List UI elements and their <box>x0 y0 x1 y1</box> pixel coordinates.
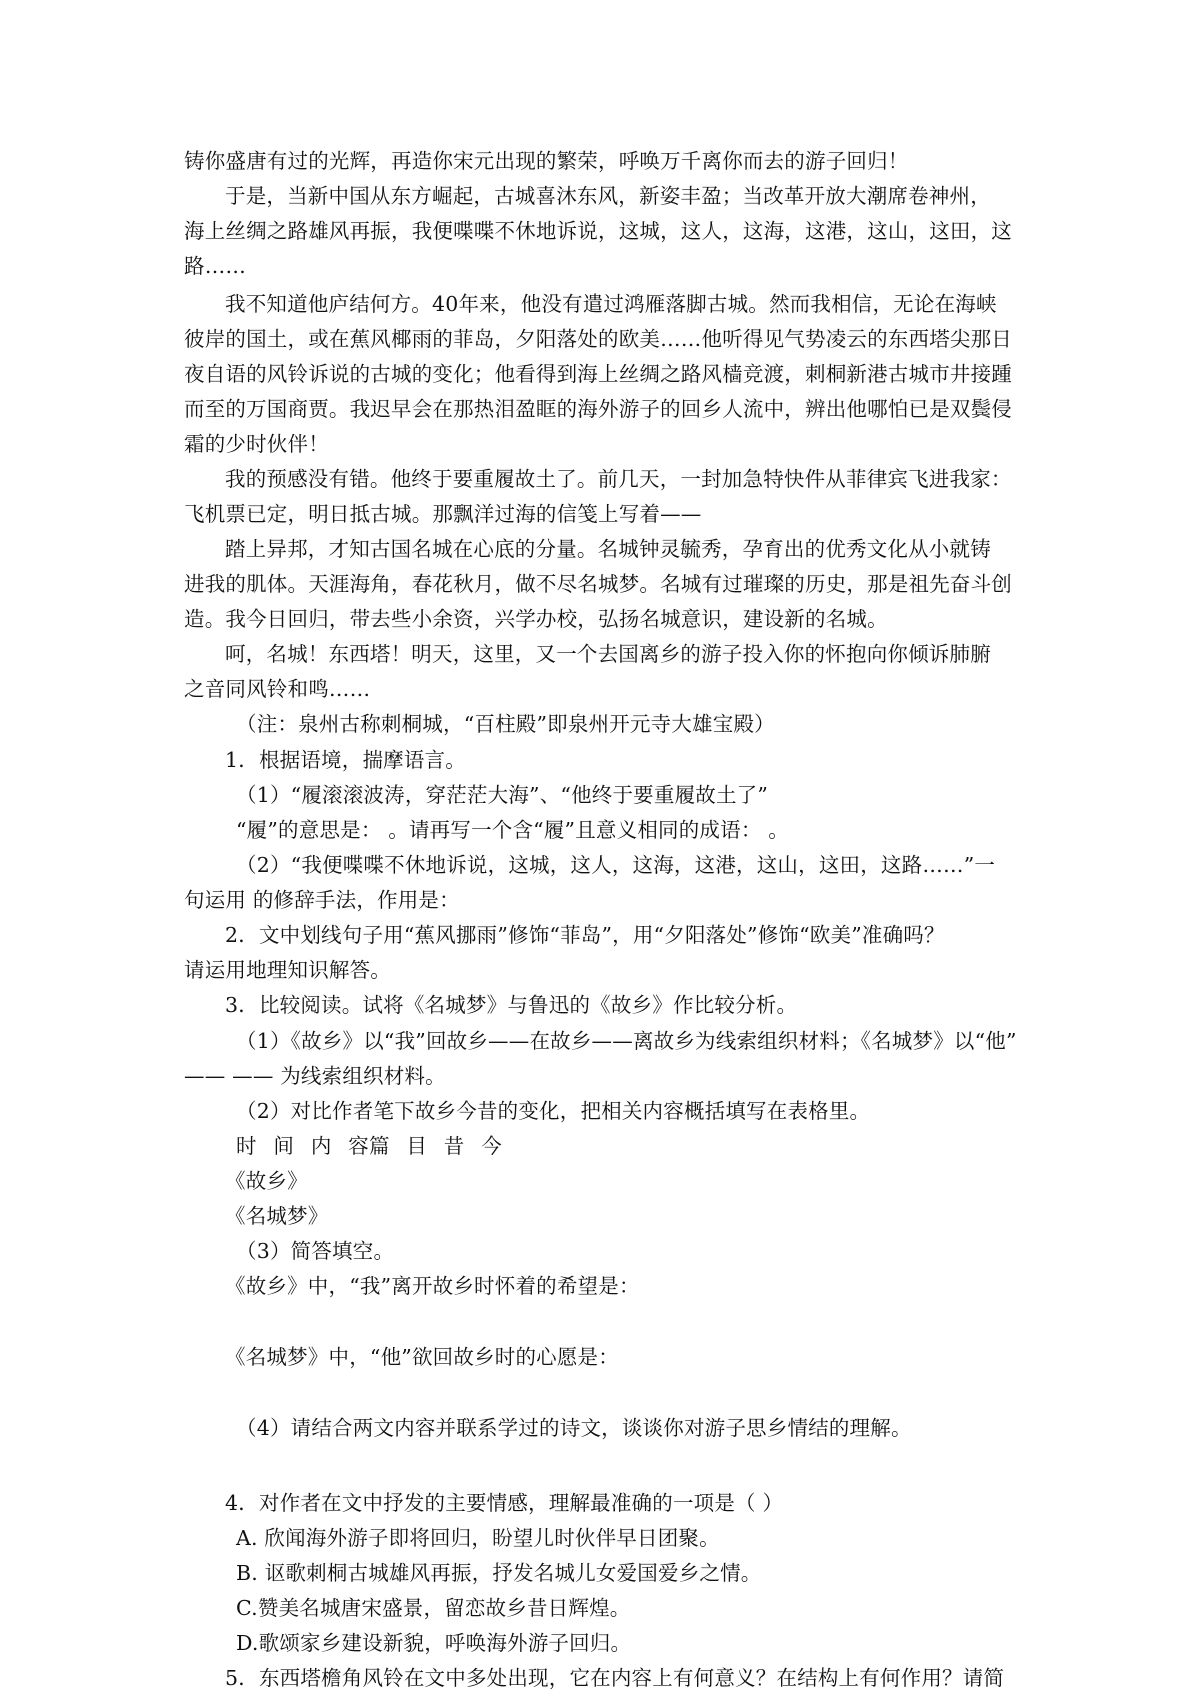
text-line: 彼岸的国土，或在蕉风椰雨的菲岛，夕阳落处的欧美……他听得见气势凌云的东西塔尖那日 <box>184 327 1012 351</box>
text-line: 我不知道他庐结何方。40年来，他没有遣过鸿雁落脚古城。然而我相信，无论在海峡 <box>225 292 997 316</box>
text-line: 于是，当新中国从东方崛起，古城喜沐东风，新姿丰盈；当改革开放大潮席卷神州， <box>225 184 991 208</box>
question-text: 《名城梦》中，“他”欲回故乡时的心愿是： <box>225 1345 619 1369</box>
question-subitem: 句运用 的修辞手法，作用是： <box>184 888 460 912</box>
choice-option: C.赞美名城唐宋盛景，留恋故乡昔日辉煌。 <box>236 1596 631 1620</box>
question-subitem: —— —— 为线索组织材料。 <box>184 1064 446 1088</box>
text-line: 呵，名城！东西塔！明天，这里，又一个去国离乡的游子投入你的怀抱向你倾诉肺腑 <box>225 642 991 666</box>
table-header: 时 间 内 容篇 目 昔 今 <box>236 1134 502 1158</box>
question-heading: 1．根据语境，揣摩语言。 <box>225 748 466 772</box>
text-line: 霜的少时伙伴！ <box>184 432 329 456</box>
question-text: 《故乡》中，“我”离开故乡时怀着的希望是： <box>225 1274 640 1298</box>
question-heading: 5．东西塔檐角风铃在文中多处出现，它在内容上有何意义？在结构上有何作用？请简 <box>225 1666 1005 1690</box>
text-line: 夜自语的风铃诉说的古城的变化；他看得到海上丝绸之路风樯竞渡，刺桐新港古城市井接踵 <box>184 362 1012 386</box>
text-line: 踏上异邦，才知古国名城在心底的分量。名城钟灵毓秀，孕育出的优秀文化从小就铸 <box>225 537 991 561</box>
table-row: 《名城梦》 <box>225 1204 329 1228</box>
text-line: 进我的肌体。天涯海角，春花秋月，做不尽名城梦。名城有过璀璨的历史，那是祖先奋斗创 <box>184 572 1012 596</box>
text-line: 飞机票已定，明日抵古城。那飘洋过海的信笺上写着—— <box>184 502 702 526</box>
choice-option: D.歌颂家乡建设新貌，呼唤海外游子回归。 <box>236 1631 632 1655</box>
question-subitem: （1）《故乡》以“我”回故乡——在故乡——离故乡为线索组织材料；《名城梦》以“他” <box>236 1029 1017 1053</box>
question-heading: 2．文中划线句子用“蕉风挪雨”修饰“菲岛”，用“夕阳落处”修饰“欧美”准确吗？ <box>225 923 945 947</box>
choice-option: B. 讴歌刺桐古城雄风再振，抒发名城儿女爱国爱乡之情。 <box>236 1561 762 1585</box>
text-line: 海上丝绸之路雄风再振，我便喋喋不休地诉说，这城，这人，这海，这港，这山，这田，这 <box>184 219 1012 243</box>
table-row: 《故乡》 <box>225 1169 308 1193</box>
question-subitem: （2）“我便喋喋不休地诉说，这城，这人，这海，这港，这山，这田，这路……”一 <box>236 853 996 877</box>
question-text: 请运用地理知识解答。 <box>184 958 391 982</box>
question-heading: 4．对作者在文中抒发的主要情感，理解最准确的一项是（ ） <box>225 1491 784 1515</box>
text-line: 之音同风铃和鸣…… <box>184 677 371 701</box>
text-line: 造。我今日回归，带去些小余资，兴学办校，弘扬名城意识，建设新的名城。 <box>184 607 888 631</box>
question-subitem: （1）“履滚滚波涛，穿茫茫大海”、“他终于要重履故土了” <box>236 783 769 807</box>
text-line: 我的预感没有错。他终于要重履故土了。前几天，一封加急特快件从菲律宾飞进我家： <box>225 467 1012 491</box>
question-subitem: （4）请结合两文内容并联系学过的诗文，谈谈你对游子思乡情结的理解。 <box>236 1416 912 1440</box>
text-line: 路…… <box>184 254 247 278</box>
question-subitem: （3）简答填空。 <box>236 1239 395 1263</box>
annotation-note: （注：泉州古称刺桐城，“百柱殿”即泉州开元寺大雄宝殿） <box>236 712 775 736</box>
choice-option: A. 欣闻海外游子即将回归，盼望儿时伙伴早日团聚。 <box>236 1526 720 1550</box>
question-heading: 3．比较阅读。试将《名城梦》与鲁迅的《故乡》作比较分析。 <box>225 993 798 1017</box>
question-subitem: “履”的意思是： 。请再写一个含“履”且意义相同的成语： 。 <box>236 818 789 842</box>
text-line: 铸你盛唐有过的光辉，再造你宋元出现的繁荣，呼唤万千离你而去的游子回归！ <box>184 149 909 173</box>
text-line: 而至的万国商贾。我迟早会在那热泪盈眶的海外游子的回乡人流中，辨出他哪怕已是双鬓侵 <box>184 397 1012 421</box>
question-subitem: （2）对比作者笔下故乡今昔的变化，把相关内容概括填写在表格里。 <box>236 1099 871 1123</box>
